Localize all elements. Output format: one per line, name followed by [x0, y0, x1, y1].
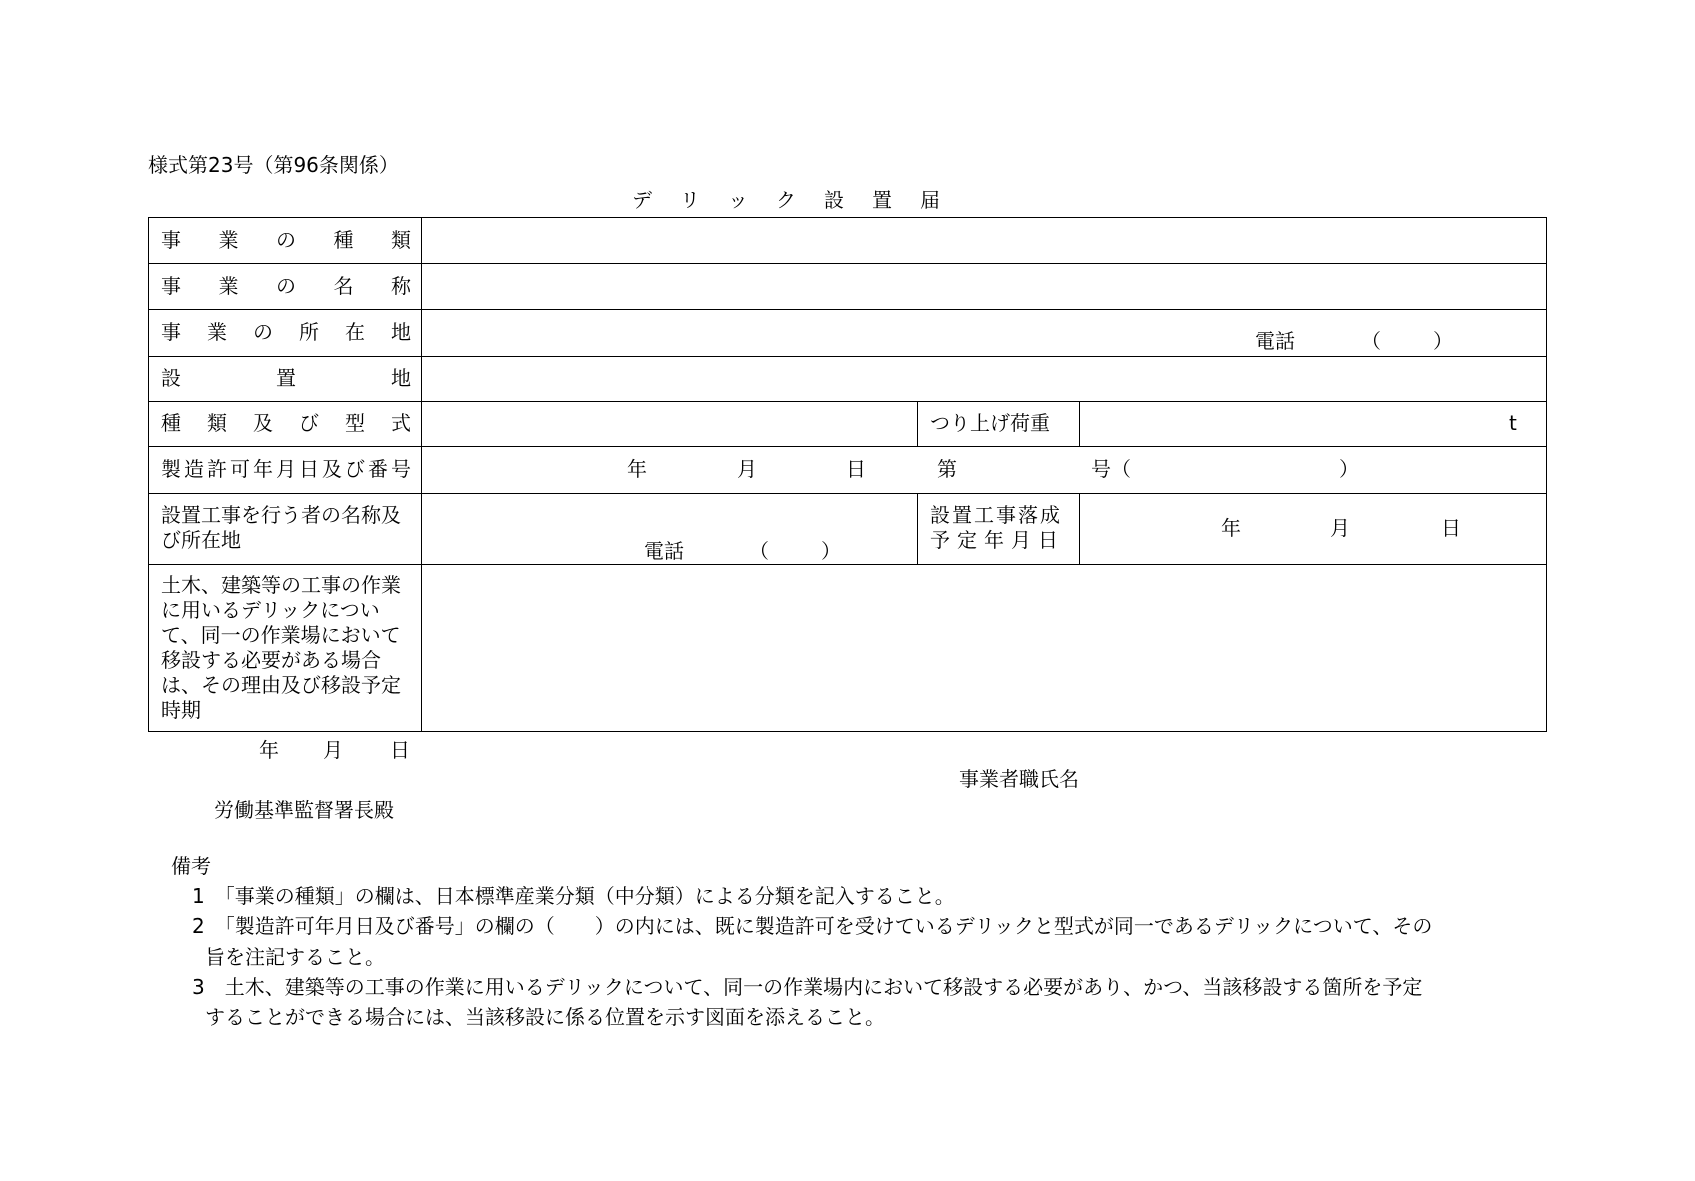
date-year: 年 [259, 738, 279, 762]
completion-label-1: 設置工事落成 [930, 503, 1062, 527]
paren-open: （ [1361, 329, 1381, 353]
installer-paren-open: （ [749, 539, 769, 563]
label-type-model: 種類及び型式 [161, 411, 411, 435]
installer-phone-label: 電話 [644, 539, 684, 563]
note-3: 3 土木、建築等の工事の作業に用いるデリックについて、同一の作業場内において移設する必要があり、かつ、当該移設する箇所を予定 [192, 975, 1423, 999]
date-day: 日 [390, 738, 410, 762]
completion-month: 月 [1330, 516, 1350, 540]
permit-year: 年 [627, 457, 647, 481]
date-month: 月 [323, 738, 343, 762]
installer-paren-close: ） [821, 539, 841, 563]
permit-dai: 第 [937, 457, 957, 481]
note-3-cont: することができる場合には、当該移設に係る位置を示す図面を添えること。 [205, 1005, 885, 1029]
lifting-load-unit: t [1509, 411, 1517, 435]
form-table [148, 217, 1547, 732]
completion-day: 日 [1441, 516, 1461, 540]
permit-day: 日 [846, 457, 866, 481]
permit-month: 月 [737, 457, 757, 481]
note-2-cont: 旨を注記すること。 [205, 945, 385, 969]
note-1: 1 「事業の種類」の欄は、日本標準産業分類（中分類）による分類を記入すること。 [192, 884, 955, 908]
label-manufacture-permit: 製造許可年月日及び番号 [161, 457, 411, 481]
label-business-location: 事業の所在地 [161, 320, 411, 344]
permit-paren-close: ） [1339, 457, 1359, 481]
form-number: 様式第23号（第96条関係） [148, 153, 399, 177]
paren-close: ） [1433, 329, 1453, 353]
completion-year: 年 [1221, 516, 1241, 540]
document-title: デ リ ッ ク 設 置 届 [632, 188, 944, 212]
label-business-name: 事業の名称 [161, 274, 411, 298]
label-installation-site: 設置地 [161, 366, 411, 390]
label-business-type: 事業の種類 [161, 228, 411, 252]
notes-heading: 備考 [171, 854, 211, 878]
label-installer: 設置工事を行う者の名称及び所在地 [161, 503, 401, 552]
label-lifting-load: つり上げ荷重 [930, 411, 1050, 435]
note-2: 2 「製造許可年月日及び番号」の欄の（ ）の内には、既に製造許可を受けているデリックと型式が同一であるデリックについて、その [192, 914, 1433, 938]
label-relocation: 土木、建築等の工事の作業に用いるデリックについて、同一の作業場において移設する必要がある場合は、その理由及び移設予定時期 [161, 573, 401, 722]
phone-label: 電話 [1255, 329, 1295, 353]
completion-label-2: 予定年月日 [930, 528, 1065, 552]
permit-number-paren: 号（ [1091, 457, 1131, 481]
employer-label: 事業者職氏名 [959, 767, 1079, 791]
addressee: 労働基準監督署長殿 [214, 798, 394, 822]
